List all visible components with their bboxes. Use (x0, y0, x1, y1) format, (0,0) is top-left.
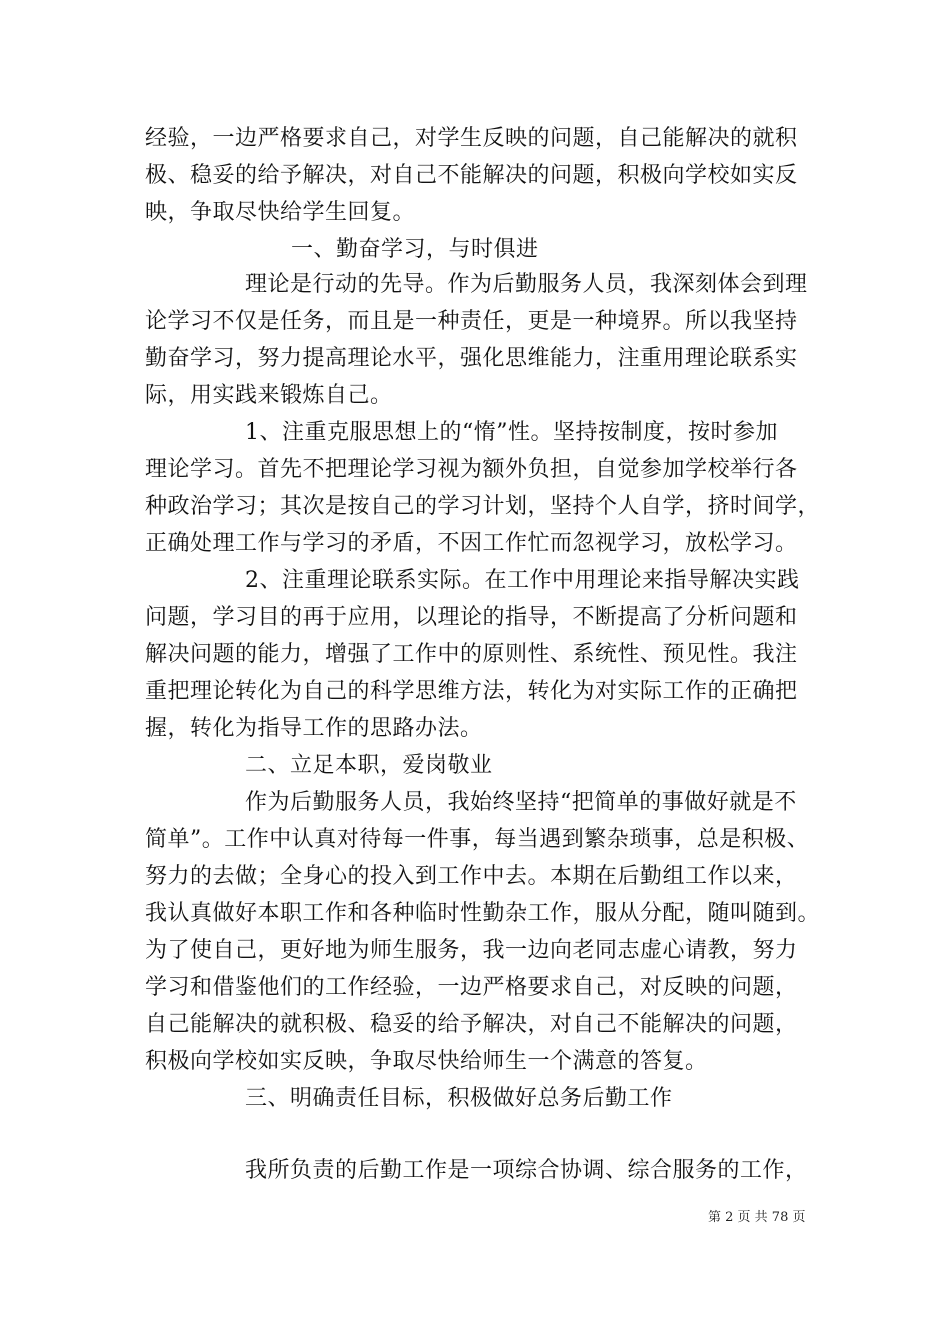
section-heading: 三、明确责任目标，积极做好总务后勤工作 (245, 1086, 673, 1111)
section-heading: 二、立足本职，爱岗敬业 (245, 753, 493, 778)
text-line: 问题，学习目的再于应用，以理论的指导，不断提高了分析问题和 (145, 605, 798, 630)
text-line: 解决问题的能力，增强了工作中的原则性、系统性、预见性。我注 (145, 642, 798, 667)
text-line: 学习和借鉴他们的工作经验，一边严格要求自己，对反映的问题， (145, 975, 798, 1000)
text-line: 自己能解决的就积极、稳妥的给予解决，对自己不能解决的问题， (145, 1012, 798, 1037)
text-line: 我认真做好本职工作和各种临时性勤杂工作，服从分配，随叫随到。 (145, 901, 821, 926)
text-line: 种政治学习；其次是按自己的学习计划，坚持个人自学，挤时间学， (145, 494, 821, 519)
text-line: 我所负责的后勤工作是一项综合协调、综合服务的工作， (245, 1158, 808, 1183)
text-line: 简单”。工作中认真对待每一件事，每当遇到繁杂琐事，总是积极、 (145, 827, 810, 852)
text-line: 握，转化为指导工作的思路办法。 (145, 716, 483, 741)
text-line: 理论是行动的先导。作为后勤服务人员，我深刻体会到理 (245, 272, 808, 297)
text-line: 为了使自己，更好地为师生服务，我一边向老同志虚心请教，努力 (145, 938, 798, 963)
text-line: 理论学习。首先不把理论学习视为额外负担，自觉参加学校举行各 (145, 457, 798, 482)
text-line: 论学习不仅是任务，而且是一种责任，更是一种境界。所以我坚持 (145, 309, 798, 334)
text-line: 极、稳妥的给予解决，对自己不能解决的问题，积极向学校如实反 (145, 163, 798, 188)
text-line: 积极向学校如实反映，争取尽快给师生一个满意的答复。 (145, 1049, 708, 1074)
text-line: 映，争取尽快给学生回复。 (145, 200, 416, 225)
text-line: 作为后勤服务人员，我始终坚持“把简单的事做好就是不 (245, 790, 797, 815)
text-line: 努力的去做；全身心的投入到工作中去。本期在后勤组工作以来， (145, 864, 798, 889)
text-line: 正确处理工作与学习的矛盾，不因工作忙而忽视学习，放松学习。 (145, 531, 798, 556)
text-line: 重把理论转化为自己的科学思维方法，转化为对实际工作的正确把 (145, 679, 798, 704)
text-line: 际，用实践来锻炼自己。 (145, 383, 393, 408)
page-number-footer: 第 2 页 共 78 页 (708, 1210, 806, 1225)
section-heading: 一、勤奋学习，与时俱进 (291, 237, 539, 262)
text-line: 2、注重理论联系实际。在工作中用理论来指导解决实践 (245, 568, 800, 593)
text-line: 勤奋学习，努力提高理论水平，强化思维能力，注重用理论联系实 (145, 346, 798, 371)
text-line: 1、注重克服思想上的“惰”性。坚持按制度，按时参加 (245, 420, 778, 445)
text-line: 经验，一边严格要求自己，对学生反映的问题，自己能解决的就积 (145, 126, 798, 151)
